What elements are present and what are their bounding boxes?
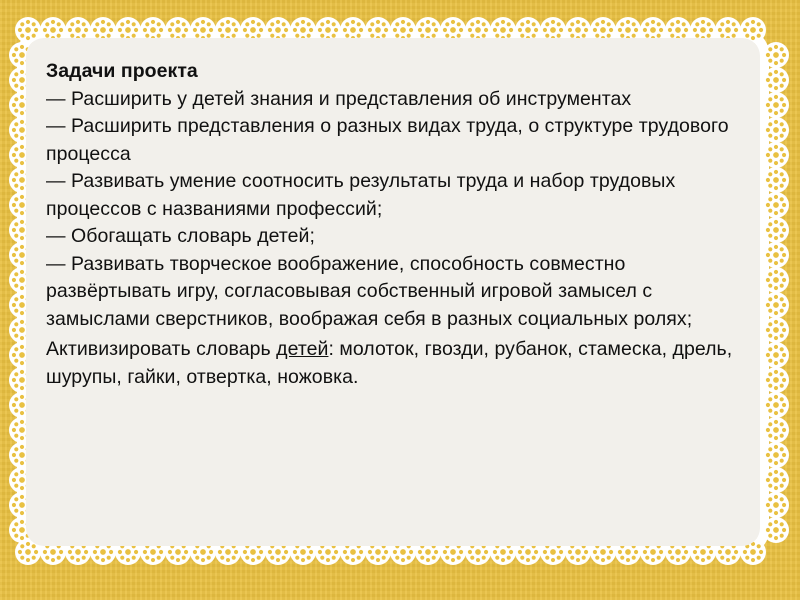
lace-flower-icon [763,42,789,68]
page-title: Задачи проекта [46,60,198,82]
lace-flower-icon [763,442,789,468]
lace-flower-icon [763,417,789,443]
lace-flower-icon [763,142,789,168]
slide-content [46,58,746,391]
lace-flower-icon [763,167,789,193]
task-item: — Расширить представления о разных видах труда, о структуре трудового процесса [46,115,735,165]
lace-flower-icon [763,392,789,418]
lace-flower-icon [763,217,789,243]
lace-flower-icon [763,292,789,318]
lace-flower-icon [763,517,789,543]
lace-flower-icon [763,492,789,518]
task-item: — Расширить у детей знания и представления об инструментах [46,87,632,110]
lace-flower-icon [763,67,789,93]
lace-flower-icon [763,92,789,118]
lace-flower-icon [763,117,789,143]
vocabulary-list: : молоток, гвозди, рубанок, стамеска, дрель, шурупы, гайки, отвертка, ножовка. [46,338,733,388]
lace-flower-icon [763,267,789,293]
vocabulary-prefix: Активизировать словарь [46,338,277,360]
lace-flower-icon [763,317,789,343]
task-item: — Обогащать словарь детей; [46,225,315,247]
vocabulary-link[interactable]: детей [276,338,329,360]
lace-flower-icon [763,342,789,368]
vocabulary-paragraph [46,336,746,391]
task-item: — Развивать творческое воображение, способность совместно развёртывать игру, согласовывая собственный игровой замысел с замыслами сверстников, воображая себя в разных социальных ролях; [46,252,693,330]
task-item: — Развивать умение соотносить результаты труда и набор трудовых процессов с названиями профессий; [46,170,681,220]
lace-flower-icon [763,367,789,393]
lace-flower-icon [763,242,789,268]
lace-flower-icon [763,467,789,493]
lace-flower-icon [763,192,789,218]
